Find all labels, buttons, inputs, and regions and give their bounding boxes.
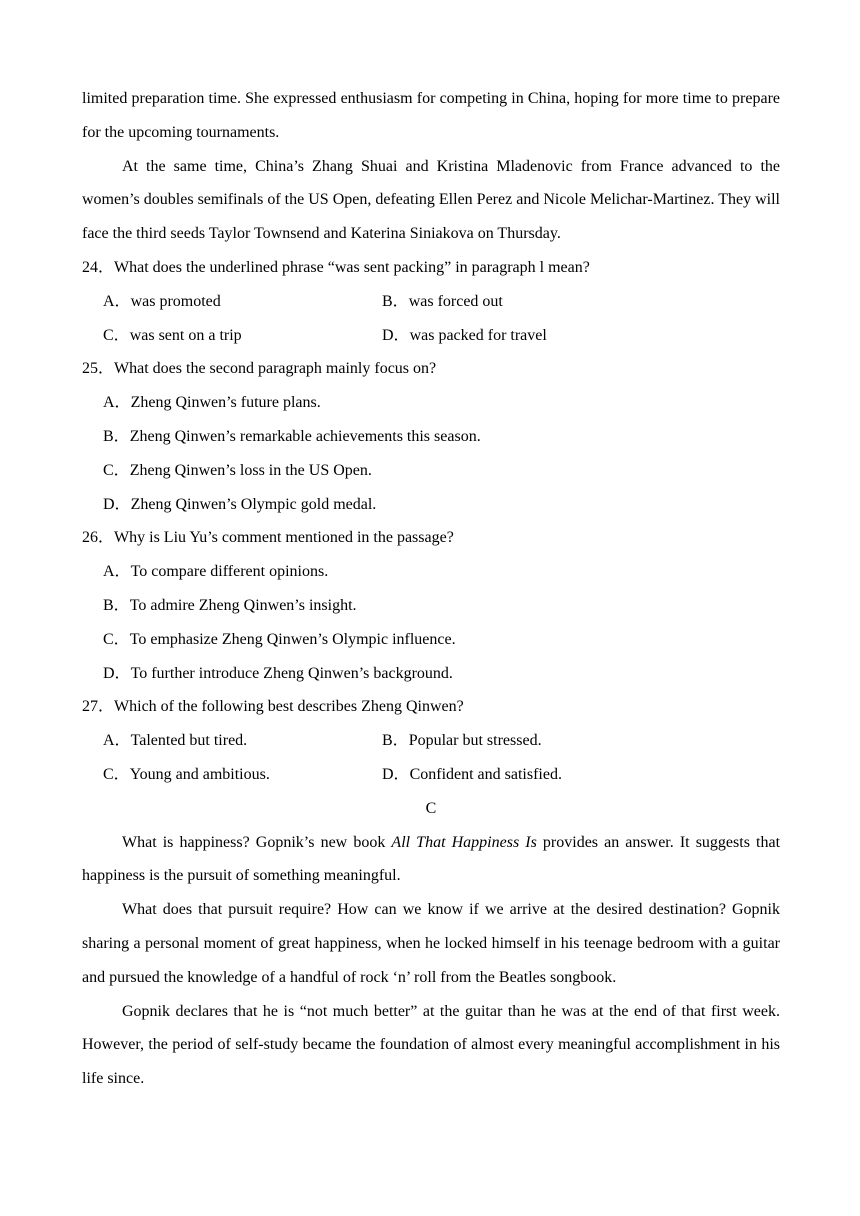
option-a: A．To compare different opinions.	[103, 563, 329, 581]
passage-c-paragraph-3: Gopnik declares that he is “not much better” at the guitar than he was at the end of that first week. However, the period of self-study became the foundation of almost every meaningful accomplishment in his life since.	[82, 1002, 780, 1088]
passage-c-paragraph-1: What is happiness? Gopnik’s new book All That Happiness Is provides an answer. It suggests that happiness is the pursuit of something meaningful.	[82, 833, 781, 885]
option-d: D．Confident and satisfied.	[382, 765, 562, 783]
option-a: A．Zheng Qinwen’s future plans.	[103, 394, 321, 412]
option-b: B．To admire Zheng Qinwen’s insight.	[103, 596, 357, 614]
question-25	[82, 352, 780, 386]
passage-b-paragraph-2: At the same time, China’s Zhang Shuai and Kristina Mladenovic from France advanced to the women’s doubles semifinals of the US Open, defeating Ellen Perez and Nicole Melichar-Martinez. They will face the third seeds Taylor Townsend and Katerina Siniakova on Thursday.	[82, 157, 780, 243]
question-stem: What does the underlined phrase “was sent packing” in paragraph l mean?	[114, 258, 590, 276]
option-row	[82, 724, 780, 758]
option-c: C．was sent on a trip	[103, 326, 242, 344]
question-number: 24．	[82, 258, 115, 276]
option-b: B．was forced out	[382, 292, 503, 310]
question-stem: What does the second paragraph mainly focus on?	[114, 360, 437, 378]
document-page	[82, 82, 780, 1096]
option-row	[82, 758, 780, 792]
option-b: B．Popular but stressed.	[382, 732, 542, 750]
option-row	[82, 285, 780, 319]
option-d: D．was packed for travel	[382, 326, 547, 344]
option-c: C．Zheng Qinwen’s loss in the US Open.	[103, 461, 372, 479]
section-heading-c: C	[425, 799, 437, 817]
option-b: B．Zheng Qinwen’s remarkable achievements this season.	[103, 427, 481, 445]
book-title: All That Happiness Is	[391, 833, 537, 851]
option-d: D．To further introduce Zheng Qinwen’s background.	[103, 664, 453, 682]
option-c: C．Young and ambitious.	[103, 765, 270, 783]
option-d: D．Zheng Qinwen’s Olympic gold medal.	[103, 495, 377, 513]
question-number: 25．	[82, 360, 115, 378]
question-26	[82, 521, 780, 555]
question-number: 26．	[82, 529, 115, 547]
question-number: 27．	[82, 698, 115, 716]
option-row	[82, 319, 780, 353]
option-c: C．To emphasize Zheng Qinwen’s Olympic influence.	[103, 630, 456, 648]
option-a: A．was promoted	[103, 292, 221, 310]
question-stem: Why is Liu Yu’s comment mentioned in the passage?	[114, 529, 454, 547]
question-24	[82, 251, 780, 285]
question-27	[82, 690, 780, 724]
question-stem: Which of the following best describes Zheng Qinwen?	[114, 698, 464, 716]
passage-b-paragraph-1-end: limited preparation time. She expressed enthusiasm for competing in China, hoping for more time to prepare for the upcoming tournaments.	[82, 90, 780, 141]
option-a: A．Talented but tired.	[103, 732, 248, 750]
passage-c-paragraph-2: What does that pursuit require? How can we know if we arrive at the desired destination? Gopnik sharing a personal moment of great happiness, when he locked himself in his teenage bedroom with a guitar and pursued the knowledge of a handful of rock ‘n’ roll from the Beatles songbook.	[82, 901, 780, 986]
